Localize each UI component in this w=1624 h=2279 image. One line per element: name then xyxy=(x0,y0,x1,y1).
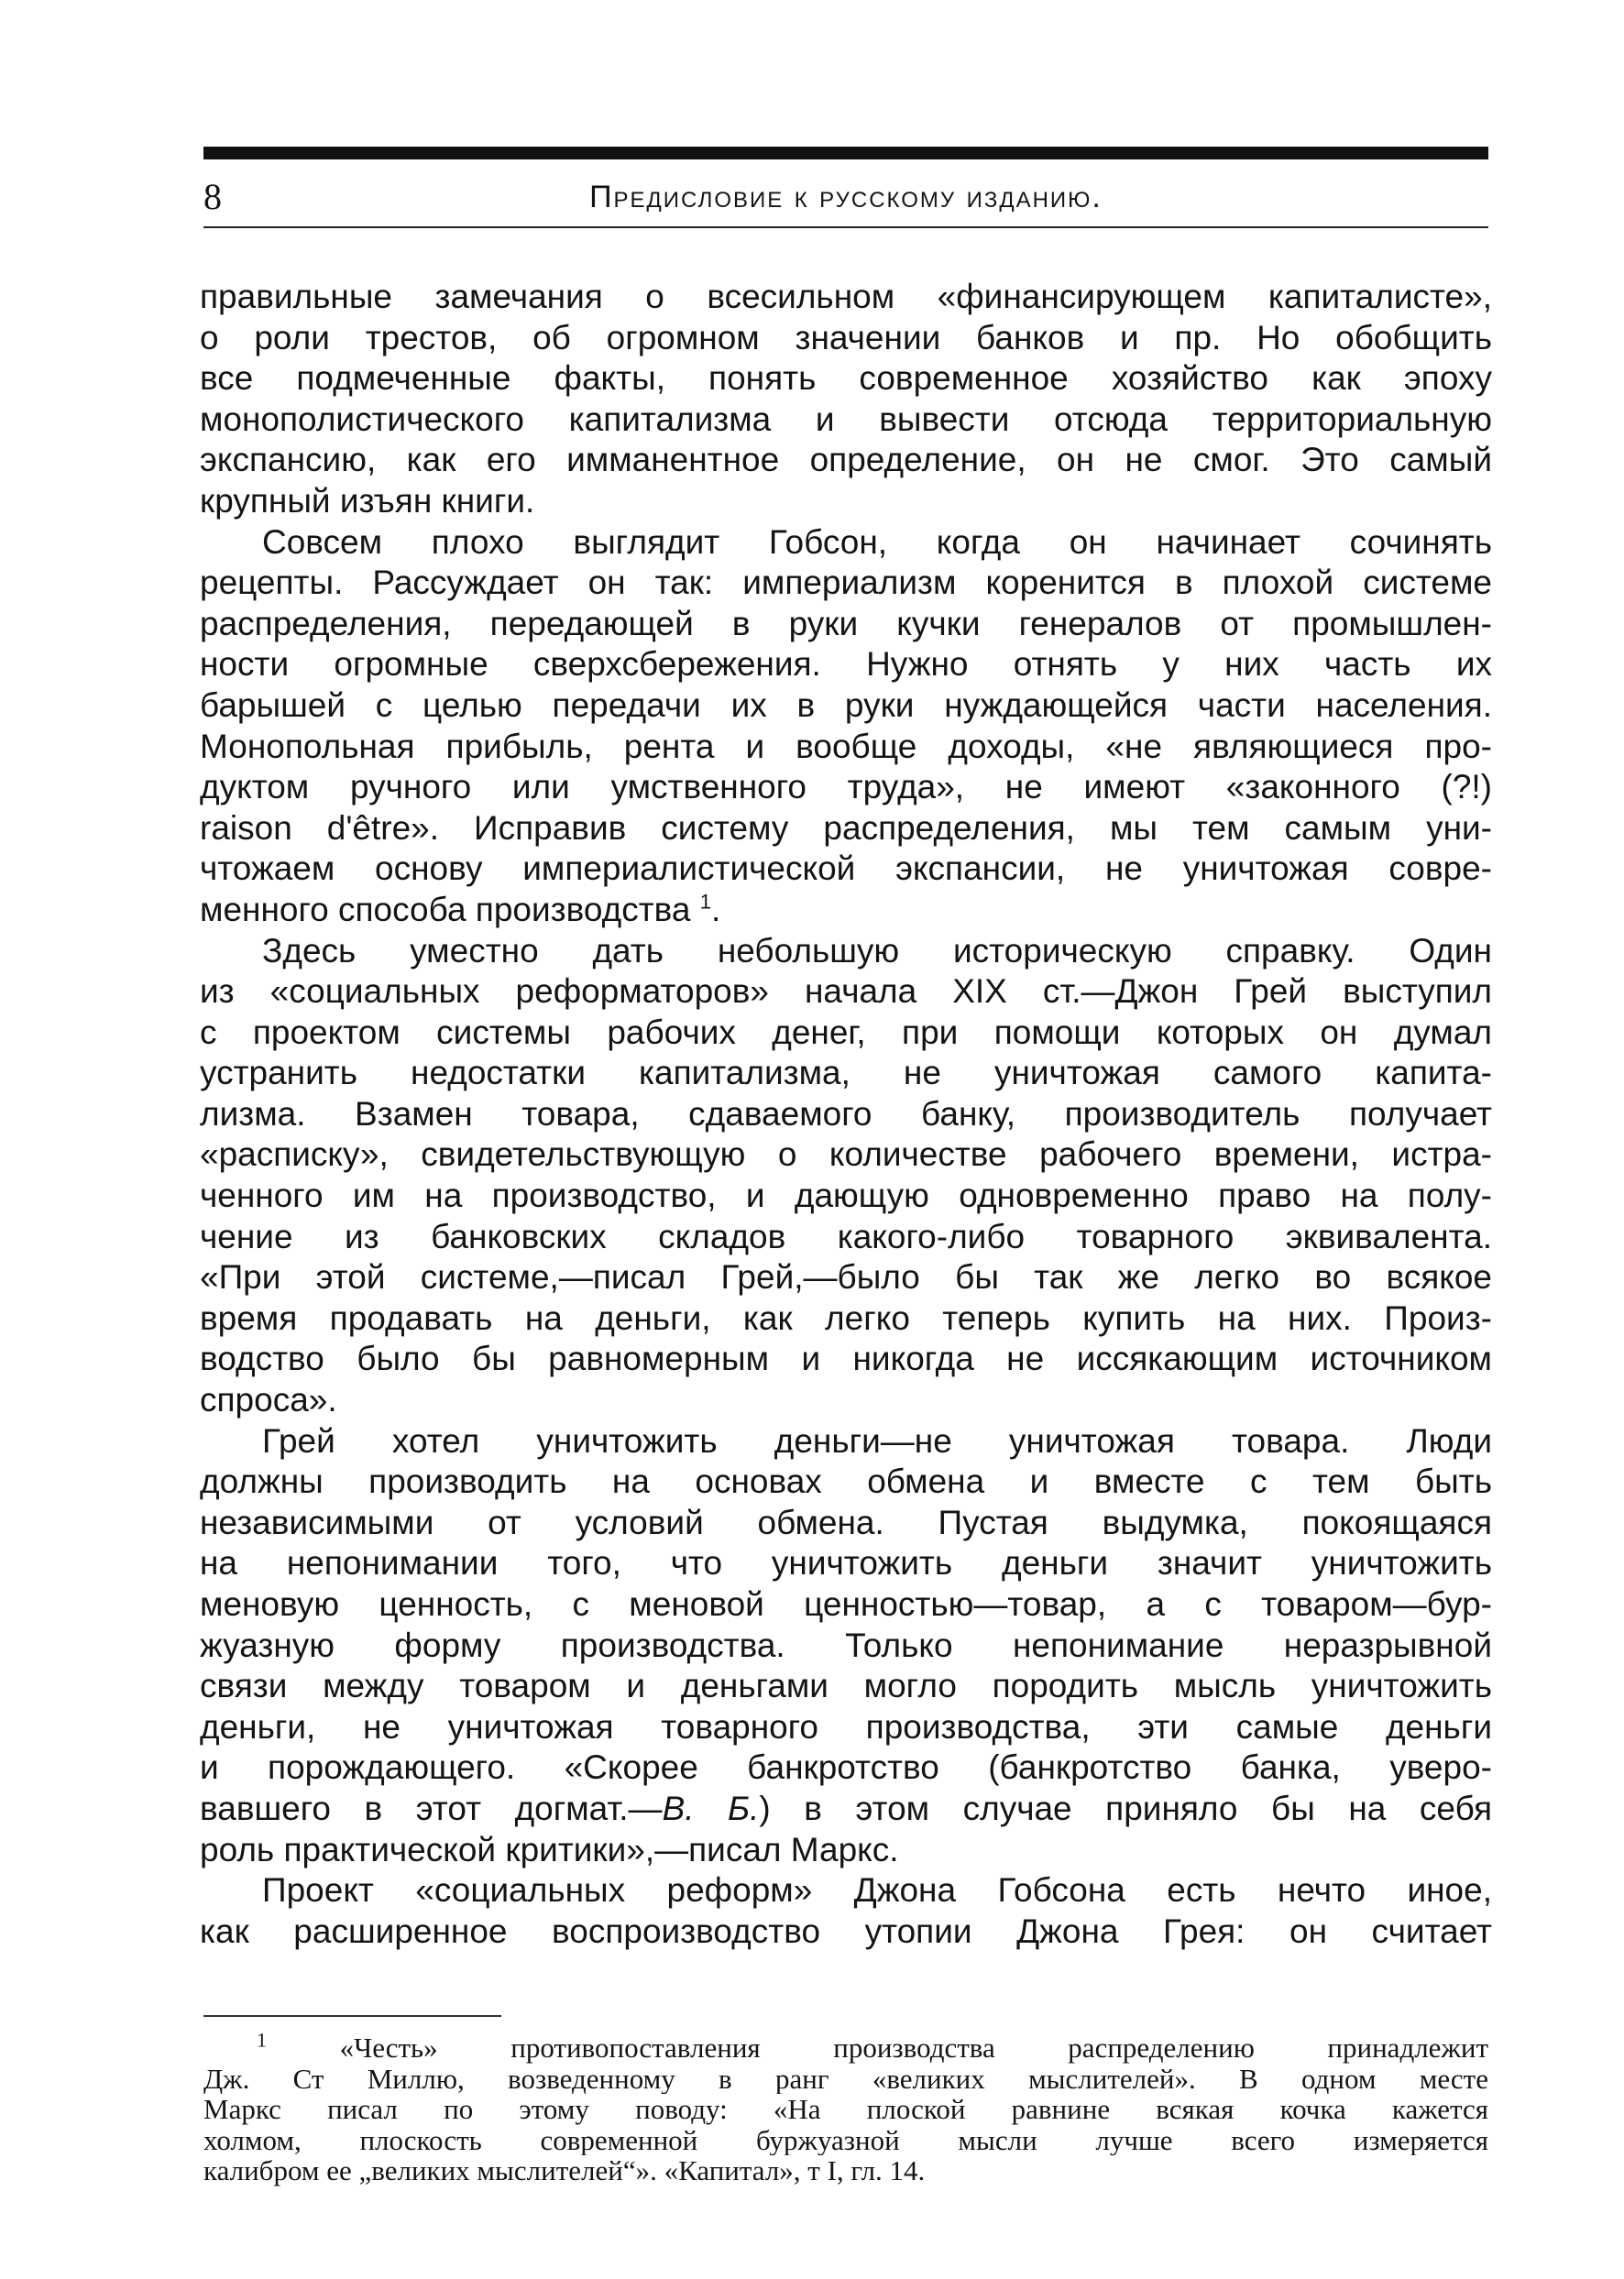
text-line: лизма. Взамен товара, сдаваемого банку, производитель получает xyxy=(200,1094,1492,1133)
text-line: связи между товаром и деньгами могло породить мысль уничтожить xyxy=(200,1667,1492,1705)
text-line: меновую ценность, с меновой ценностью—товар, а с товаром—бур- xyxy=(200,1585,1492,1623)
body-text xyxy=(200,277,1492,1952)
header-divider xyxy=(203,226,1488,228)
footnote-line: Дж. Ст Миллю, возведенному в ранг «великих мыслителей». В одном месте xyxy=(203,2063,1488,2095)
text-line: экспансию, как его имманентное определение, он не смог. Это самый xyxy=(200,441,1492,479)
text-segment: ) в этом случае приняло бы на себя xyxy=(759,1789,1492,1827)
text-line: чение из банковских складов какого-либо товарного эквивалента. xyxy=(200,1217,1492,1255)
footnote-line: калибром ее „великих мыслителей“». «Капитал», т I, гл. 14. xyxy=(203,2155,926,2186)
footnote-line: холмом, плоскость современной буржуазной мысли лучше всего измеряется xyxy=(203,2124,1488,2156)
text-line: роль практической критики»,—писал Маркс. xyxy=(200,1830,899,1868)
footnote-segment: «Честь» противопоставления производства распределению принадлежит xyxy=(339,2032,1488,2064)
text-line: Грей хотел уничтожить деньги—не уничтожая товара. Люди xyxy=(262,1421,1492,1460)
footnotes xyxy=(203,2032,1488,2186)
top-decorative-rule xyxy=(203,147,1488,159)
text-segment: менного способа производства xyxy=(200,890,691,928)
text-line: чтожаем основу империалистической экспансии, не уничтожая совре- xyxy=(200,849,1492,888)
text-line: Монопольная прибыль, рента и вообще доходы, «не являющиеся про- xyxy=(200,727,1492,765)
text-line: raison d'être». Исправив систему распределения, мы тем самым уни- xyxy=(200,808,1492,847)
footnote-line xyxy=(203,2032,1488,2064)
text-line: «расписку», свидетельствующую о количестве рабочего времени, истра- xyxy=(200,1135,1492,1174)
text-line: и порождающего. «Скорее банкротство (банкротство банка, уверо- xyxy=(200,1748,1492,1787)
text-line: Проект «социальных реформ» Джона Гобсона есть нечто иное, xyxy=(262,1871,1492,1910)
text-line: все подмеченные факты, понять современное хозяйство как эпоху xyxy=(200,359,1492,398)
text-line: должны производить на основах обмена и вместе с тем быть xyxy=(200,1463,1492,1501)
footnote-reference: 1 xyxy=(699,890,712,914)
text-line: на непонимании того, что уничтожить деньги значит уничтожить xyxy=(200,1544,1492,1583)
footnote-divider xyxy=(203,2015,501,2017)
text-segment: вавшего в этот догмат.— xyxy=(200,1789,663,1827)
text-line: распределения, передающей в руки кучки генералов от промышлен- xyxy=(200,604,1492,642)
text-line: рецепты. Рассуждает он так: империализм коренится в плохой системе xyxy=(200,564,1492,602)
text-line: Совсем плохо выглядит Гобсон, когда он начинает сочинять xyxy=(262,522,1492,561)
text-line: барышей с целью передачи их в руки нуждающейся части населения. xyxy=(200,685,1492,724)
text-line: с проектом системы рабочих денег, при помощи которых он думал xyxy=(200,1013,1492,1051)
italic-initials: В. Б. xyxy=(662,1789,760,1827)
text-line xyxy=(200,890,1492,931)
text-line: независимыми от условий обмена. Пустая выдумка, покоящаяся xyxy=(200,1503,1492,1541)
page-number: 8 xyxy=(203,176,222,217)
text-line: крупный изъян книги. xyxy=(200,481,535,520)
text-line: время продавать на деньги, как легко теперь купить на них. Произ- xyxy=(200,1298,1492,1337)
text-line: устранить недостатки капитализма, не уничтожая самого капита- xyxy=(200,1054,1492,1092)
text-line xyxy=(200,1789,1492,1830)
text-line: «При этой системе,—писал Грей,—было бы так же легко во всякое xyxy=(200,1258,1492,1297)
text-line: Здесь уместно дать небольшую историческую справку. Один xyxy=(262,931,1492,970)
text-line: ности огромные сверхсбережения. Нужно отнять у них часть их xyxy=(200,645,1492,684)
text-line: как расширенное воспроизводство утопии Джона Грея: он считает xyxy=(200,1912,1492,1950)
text-line: правильные замечания о всесильном «финансирующем капиталисте», xyxy=(200,278,1492,315)
text-line: деньги, не уничтожая товарного производства, эти самые деньги xyxy=(200,1707,1492,1746)
text-line: из «социальных реформаторов» начала XIX ст.—Джон Грей выступил xyxy=(200,972,1492,1011)
text-segment: . xyxy=(711,890,721,928)
text-line: дуктом ручного или умственного труда», не имеют «законного (?!) xyxy=(200,768,1492,806)
page-header xyxy=(203,172,1488,222)
footnote-marker: 1 xyxy=(257,2032,267,2052)
footnote-line: Маркс писал по этому поводу: «На плоской равнине всякая кочка кажется xyxy=(203,2094,1488,2125)
running-title: Предисловие к русскому изданию. xyxy=(589,180,1103,214)
text-line: ченного им на производство, и дающую одновременно право на полу- xyxy=(200,1177,1492,1215)
text-line: монополистического капитализма и вывести отсюда территориальную xyxy=(200,400,1492,438)
text-line: жуазную форму производства. Только непонимание неразрывной xyxy=(200,1626,1492,1664)
text-line: о роли трестов, об огромном значении банков и пр. Но обобщить xyxy=(200,318,1492,356)
text-line: водство было бы равномерным и никогда не иссякающим источником xyxy=(200,1340,1492,1378)
text-line: спроса». xyxy=(200,1381,337,1419)
